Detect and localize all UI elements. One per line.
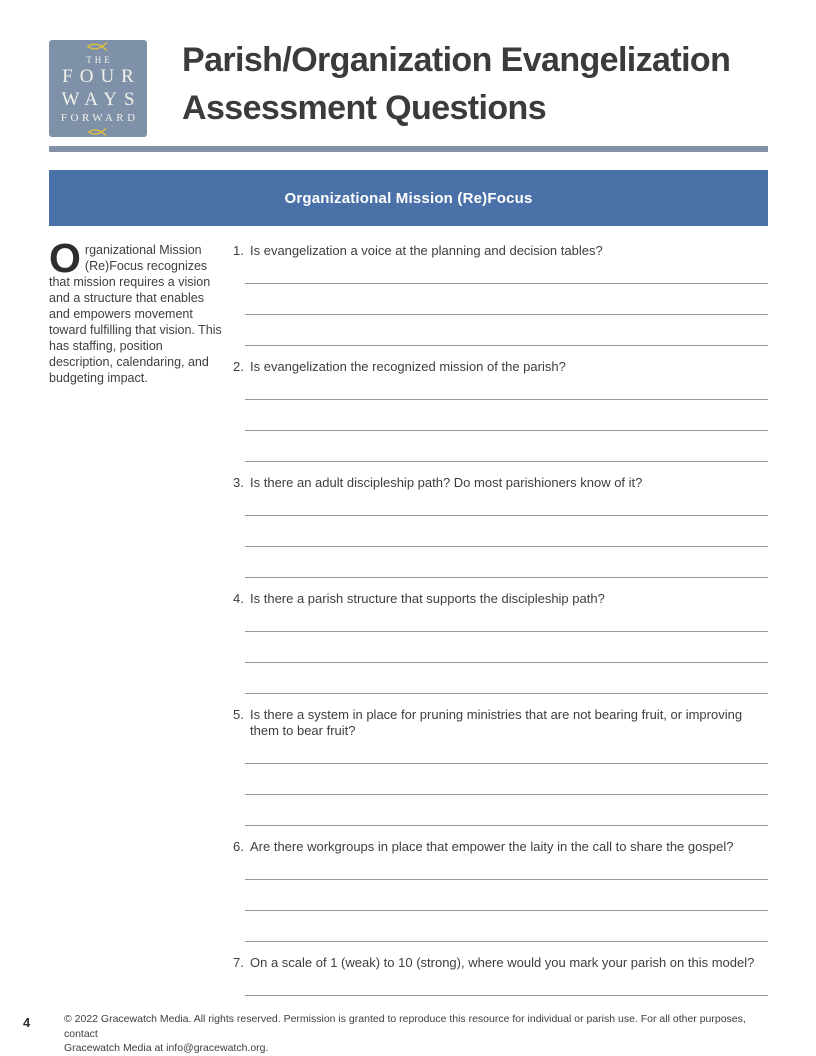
question-number: 7. (233, 955, 244, 970)
question-text: Is there a parish structure that supports the discipleship path? (250, 591, 605, 606)
answer-lines (245, 971, 768, 996)
answer-line (245, 632, 768, 663)
answer-line (245, 431, 768, 462)
section-banner-label: Organizational Mission (Re)Focus (284, 189, 533, 207)
answer-line (245, 880, 768, 911)
section-banner (49, 170, 768, 226)
answer-line (245, 971, 768, 996)
question-row (233, 359, 768, 375)
question-number: 4. (233, 591, 244, 606)
page-title-line2: Assessment Questions (182, 89, 547, 127)
answer-lines (245, 491, 768, 578)
question-block (233, 707, 768, 826)
ichthys-fish-icon (86, 41, 110, 52)
question-row (233, 243, 768, 259)
question-block (233, 839, 768, 942)
sidebar-intro-text: rganizational Mission (Re)Focus recognizes that mission requires a vision and a structure that enables and empowers movement toward fulfilling that vision. This has staffing, position description, calendaring, and budgeting impact. (49, 243, 222, 385)
answer-line (245, 491, 768, 516)
question-number: 3. (233, 475, 244, 490)
footer-copyright (64, 1012, 759, 1056)
question-row (233, 839, 768, 855)
answer-line (245, 315, 768, 346)
question-number: 5. (233, 707, 244, 722)
answer-line (245, 795, 768, 826)
sidebar-intro-paragraph (49, 235, 226, 386)
question-block (233, 475, 768, 578)
logo-text-forward: FORWARD (60, 111, 139, 124)
page-title-line1: Parish/Organization Evangelization (182, 41, 731, 79)
logo-text-the: THE (86, 54, 113, 65)
answer-line (245, 547, 768, 578)
answer-lines (245, 855, 768, 942)
answer-line (245, 607, 768, 632)
ichthys-fish-icon (87, 127, 109, 137)
drop-cap: O (49, 235, 81, 281)
footer-copyright-line2: Gracewatch Media at info@gracewatch.org. (64, 1042, 269, 1054)
answer-lines (245, 739, 768, 826)
answer-line (245, 855, 768, 880)
page-number: 4 (23, 1015, 31, 1030)
logo-text-ways: WAYS (61, 88, 142, 110)
four-ways-forward-logo (49, 40, 147, 137)
answer-lines (245, 259, 768, 346)
question-text: Are there workgroups in place that empower the laity in the call to share the gospel? (250, 839, 734, 854)
answer-line (245, 400, 768, 431)
question-text: Is evangelization a voice at the planning and decision tables? (250, 243, 603, 258)
answer-line (245, 739, 768, 764)
answer-line (245, 911, 768, 942)
header-divider-rule (49, 146, 768, 152)
question-block (233, 591, 768, 694)
footer-copyright-line1: © 2022 Gracewatch Media. All rights reserved. Permission is granted to reproduce this resource for individual or parish use. For all other purposes, contact (64, 1013, 746, 1040)
question-row (233, 591, 768, 607)
question-block (233, 359, 768, 462)
answer-line (245, 764, 768, 795)
question-text: On a scale of 1 (weak) to 10 (strong), where would you mark your parish on this model? (250, 955, 755, 970)
question-text: Is there a system in place for pruning ministries that are not bearing fruit, or improving them to bear fruit? (250, 707, 743, 738)
question-block (233, 243, 768, 346)
logo-text-four: FOUR (62, 65, 141, 87)
page-title (182, 36, 782, 132)
answer-line (245, 375, 768, 400)
answer-line (245, 259, 768, 284)
answer-lines (245, 607, 768, 694)
question-number: 2. (233, 359, 244, 374)
question-number: 1. (233, 243, 244, 258)
question-row (233, 955, 768, 971)
question-row (233, 475, 768, 491)
question-block (233, 955, 768, 996)
answer-line (245, 663, 768, 694)
questions-list (233, 243, 768, 1009)
question-number: 6. (233, 839, 244, 854)
answer-line (245, 516, 768, 547)
question-text: Is there an adult discipleship path? Do most parishioners know of it? (250, 475, 643, 490)
question-text: Is evangelization the recognized mission of the parish? (250, 359, 566, 374)
answer-line (245, 284, 768, 315)
question-row (233, 707, 768, 739)
answer-lines (245, 375, 768, 462)
